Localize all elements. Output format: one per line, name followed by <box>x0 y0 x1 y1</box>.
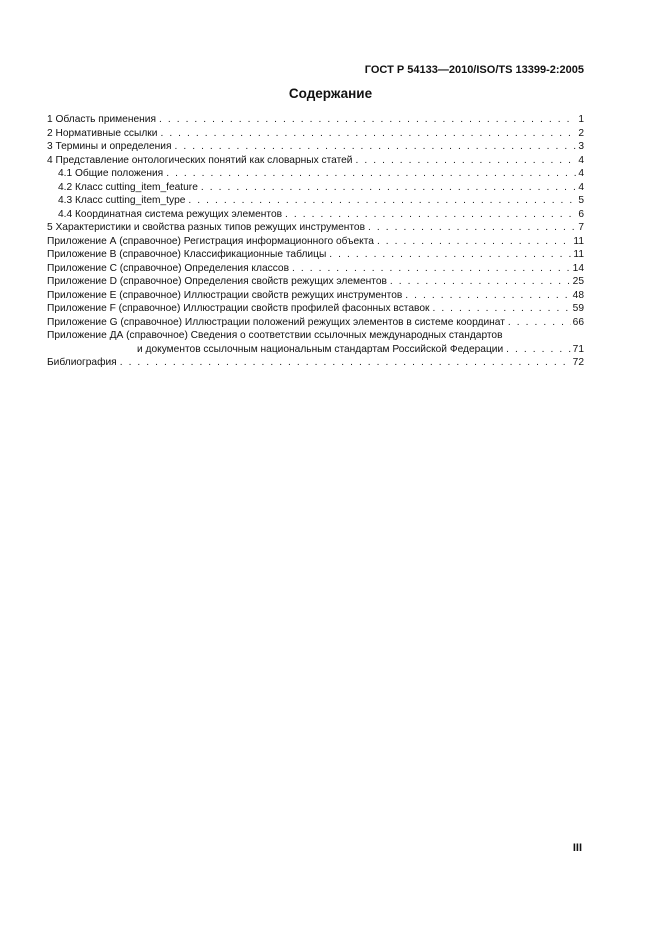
toc-entry-label: 4 Представление онтологических понятий как словарных статей <box>47 154 353 166</box>
toc-entry-label: Приложение F (справочное) Иллюстрации свойств профилей фасонных вставок <box>47 303 430 314</box>
toc-entry-appendix-da[interactable] <box>47 329 584 343</box>
toc-entry-label: 4.3 Класс cutting_item_type <box>58 195 186 206</box>
toc-leader-dots <box>506 343 570 357</box>
toc-entry-label: 4.1 Общие положения <box>58 168 164 179</box>
toc-entry-appendix-a[interactable] <box>47 235 584 249</box>
toc-entry-4-4[interactable] <box>47 208 584 222</box>
toc-entry-4-2[interactable] <box>47 181 584 195</box>
toc-leader-dots <box>292 262 571 276</box>
toc-entry-appendix-b[interactable] <box>47 248 584 262</box>
toc-entry-page: 4 <box>578 168 584 179</box>
toc-entry-page: 48 <box>572 289 584 301</box>
toc-entry-page: 4 <box>578 154 584 166</box>
toc-entry-label-continuation: и документов ссылочным национальным стандартам Российской Федерации <box>137 343 504 355</box>
toc-entry-label: 4.2 Класс cutting_item_feature <box>58 181 198 193</box>
toc-entry-appendix-e[interactable] <box>47 289 584 303</box>
toc-entry-page: 72 <box>572 357 584 368</box>
toc-entry-label: 5 Характеристики и свойства разных типов режущих инструментов <box>47 222 365 233</box>
toc-entry-2[interactable] <box>47 127 584 141</box>
toc-entry-4-1[interactable] <box>47 167 584 181</box>
toc-entry-4-3[interactable] <box>47 194 584 208</box>
toc-entry-page: 66 <box>572 316 584 328</box>
toc-entry-label: Приложение В (справочное) Классификационные таблицы <box>47 249 327 260</box>
toc-leader-dots <box>377 235 571 249</box>
toc-entry-page: 14 <box>572 262 584 274</box>
toc-leader-dots <box>188 194 576 208</box>
toc-entry-appendix-f[interactable] <box>47 302 584 316</box>
page-title: Содержание <box>288 86 373 101</box>
toc-entry-page: 25 <box>572 276 584 287</box>
toc-entry-bibliography[interactable] <box>47 356 584 370</box>
toc-entry-page: 5 <box>578 195 584 206</box>
toc-entry-5[interactable] <box>47 221 584 235</box>
toc-entry-page: 6 <box>578 208 584 220</box>
toc-entry-1[interactable] <box>47 113 584 127</box>
toc-entry-appendix-c[interactable] <box>47 262 584 276</box>
toc-entry-page: 11 <box>573 235 584 247</box>
toc-leader-dots <box>285 208 576 222</box>
toc-entry-page: 71 <box>572 343 584 355</box>
toc-leader-dots <box>390 275 571 289</box>
toc-leader-dots <box>508 316 571 330</box>
toc-leader-dots <box>174 140 576 154</box>
toc-entry-label: 1 Область применения <box>47 114 156 125</box>
toc-entry-label: 3 Термины и определения <box>47 141 172 152</box>
toc-entry-page: 11 <box>573 249 584 260</box>
toc-leader-dots <box>166 167 576 181</box>
toc-entry-3[interactable] <box>47 140 584 154</box>
toc-entry-label: Приложение Е (справочное) Иллюстрации свойств режущих инструментов <box>47 289 403 301</box>
toc-leader-dots <box>159 113 576 127</box>
toc-leader-dots <box>405 289 570 303</box>
toc-leader-dots <box>432 302 570 316</box>
toc-entry-label: Приложение ДА (справочное) Сведения о соответствии ссылочных международных стандартов <box>47 330 503 341</box>
toc-leader-dots <box>120 356 571 370</box>
toc-entry-page: 7 <box>578 222 584 233</box>
toc-entry-page: 59 <box>572 303 584 314</box>
toc-entry-4[interactable] <box>47 154 584 168</box>
toc-entry-appendix-da-continuation[interactable] <box>47 343 584 357</box>
toc-entry-label: 2 Нормативные ссылки <box>47 127 158 139</box>
toc-entry-appendix-d[interactable] <box>47 275 584 289</box>
toc-leader-dots <box>356 154 577 168</box>
toc-entry-label: Приложение С (справочное) Определения классов <box>47 262 289 274</box>
toc-leader-dots <box>201 181 576 195</box>
toc-entry-label: Библиография <box>47 357 117 368</box>
toc-entry-page: 4 <box>578 181 584 193</box>
toc-entry-label: 4.4 Координатная система режущих элементов <box>58 208 283 220</box>
toc-entry-label: Приложение D (справочное) Определения свойств режущих элементов <box>47 276 387 287</box>
table-of-contents <box>47 113 584 370</box>
toc-entry-page: 1 <box>578 114 584 125</box>
toc-leader-dots <box>368 221 576 235</box>
page-number: III <box>572 842 582 854</box>
toc-leader-dots <box>329 248 571 262</box>
toc-entry-page: 2 <box>578 127 584 139</box>
toc-leader-dots <box>160 127 576 141</box>
toc-entry-label: Приложение А (справочное) Регистрация информационного объекта <box>47 235 374 247</box>
toc-entry-page: 3 <box>578 141 584 152</box>
document-code: ГОСТ Р 54133—2010/ISO/TS 13399-2:2005 <box>364 64 584 76</box>
toc-entry-appendix-g[interactable] <box>47 316 584 330</box>
toc-entry-label: Приложение G (справочное) Иллюстрации положений режущих элементов в системе координат <box>47 316 505 328</box>
